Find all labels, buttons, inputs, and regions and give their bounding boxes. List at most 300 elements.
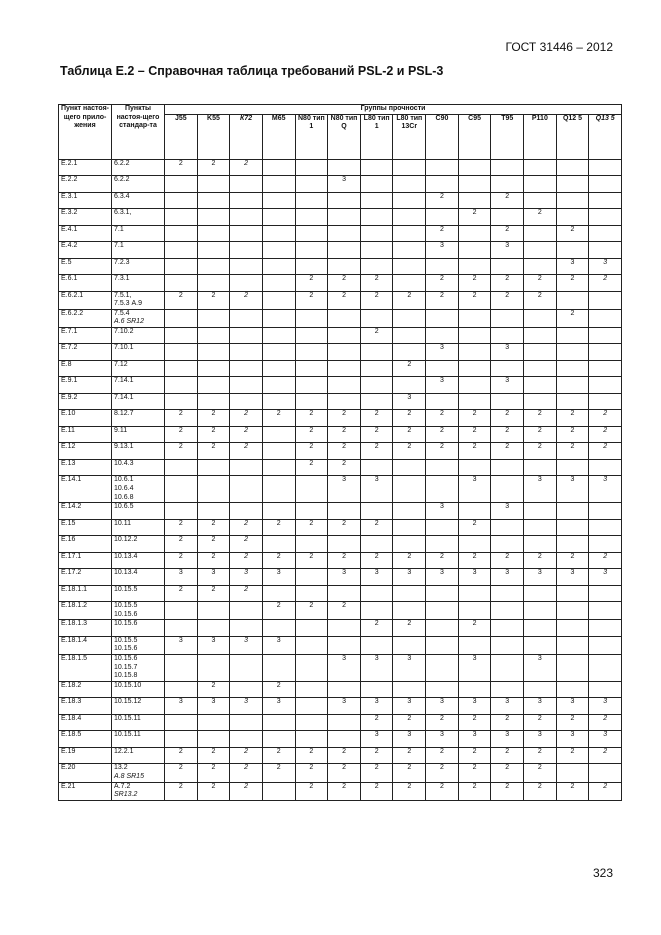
cell-std-ref [112,585,165,602]
cell-value [262,360,295,377]
cell-value [197,192,230,209]
cell-value [393,519,426,536]
cell-value [458,636,491,654]
cell-value [458,393,491,410]
cell-value [491,393,524,410]
cell-value: 3 [360,698,393,715]
cell-value: 2 [360,747,393,764]
cell-value [262,476,295,503]
cell-value [556,536,589,553]
cell-value: 3 [165,569,198,586]
cell-value [295,209,328,226]
cell-item: Е.18.4 [59,714,112,731]
cell-item: Е.2.1 [59,159,112,176]
cell-value [230,602,263,620]
cell-value: 2 [230,747,263,764]
cell-value [230,459,263,476]
cell-value [360,681,393,698]
cell-value: 2 [458,620,491,637]
cell-std-ref [112,459,165,476]
cell-value: 3 [491,569,524,586]
cell-value: 2 [295,782,328,800]
cell-item: Е.3.1 [59,192,112,209]
cell-value [230,275,263,292]
cell-value [426,655,459,682]
cell-value [295,655,328,682]
cell-value [589,225,622,242]
cell-value [295,503,328,520]
cell-item: Е.18.3 [59,698,112,715]
cell-value [262,327,295,344]
std-ref-line: 7.10.1 [114,344,134,352]
cell-value [197,275,230,292]
cell-value: 3 [426,377,459,394]
cell-std-ref [112,327,165,344]
table-row [59,503,622,520]
cell-value [360,159,393,176]
std-ref-line: A.6 SR12 [114,318,144,326]
cell-std-ref [112,681,165,698]
std-ref-line: 10.15.11 [114,714,141,722]
cell-value [328,377,361,394]
cell-value [295,698,328,715]
cell-value [458,536,491,553]
cell-value [556,681,589,698]
cell-value [262,258,295,275]
std-ref-line: 7.1 [114,225,124,233]
table-row [59,344,622,361]
cell-value: 2 [426,764,459,782]
cell-value [230,503,263,520]
cell-value: 2 [426,426,459,443]
cell-value: 2 [524,275,557,292]
col-header-grade: C90 [426,114,459,159]
cell-value [426,636,459,654]
cell-value: 2 [295,552,328,569]
cell-value [491,176,524,193]
cell-value: 3 [262,569,295,586]
cell-value [328,209,361,226]
cell-value: 2 [197,159,230,176]
cell-value [295,192,328,209]
cell-value: 2 [165,782,198,800]
cell-value [393,377,426,394]
cell-value [262,377,295,394]
cell-value [262,209,295,226]
col-header-grade: M65 [262,114,295,159]
cell-value: 2 [197,291,230,309]
cell-value [589,377,622,394]
cell-value: 2 [165,426,198,443]
cell-value [262,655,295,682]
cell-value: 2 [491,225,524,242]
cell-value [458,377,491,394]
cell-item: Е.9.1 [59,377,112,394]
table-row [59,585,622,602]
cell-value [556,620,589,637]
cell-item: Е.8 [59,360,112,377]
table-row [59,291,622,309]
std-ref-line: 10.6.4 [114,484,134,492]
cell-value: 3 [197,636,230,654]
cell-value [556,636,589,654]
cell-value [230,393,263,410]
cell-value [197,731,230,748]
cell-value [556,192,589,209]
cell-value [328,360,361,377]
cell-value: 3 [360,655,393,682]
cell-value [230,344,263,361]
cell-item: Е.5 [59,258,112,275]
cell-value: 2 [197,585,230,602]
cell-value: 2 [458,764,491,782]
cell-value [230,620,263,637]
cell-value: 3 [491,698,524,715]
cell-value [230,681,263,698]
cell-value [393,585,426,602]
table-row [59,225,622,242]
cell-value [165,655,198,682]
cell-value [426,585,459,602]
cell-value [426,602,459,620]
cell-value: 3 [328,569,361,586]
cell-value: 2 [165,552,198,569]
cell-value [165,209,198,226]
cell-value: 2 [524,291,557,309]
cell-value [230,225,263,242]
cell-value [360,503,393,520]
cell-value: 2 [393,360,426,377]
cell-value: 2 [328,426,361,443]
cell-value: 2 [589,443,622,460]
cell-value [328,503,361,520]
cell-value [589,291,622,309]
cell-value [589,360,622,377]
cell-value: 2 [393,782,426,800]
cell-value [393,159,426,176]
cell-value [197,176,230,193]
cell-value [360,393,393,410]
std-ref-line: 8.12.7 [114,410,134,418]
cell-value: 2 [426,410,459,427]
cell-value: 2 [458,410,491,427]
col-header-grade: L80 тип 1 [360,114,393,159]
cell-value [491,681,524,698]
cell-value: 3 [360,476,393,503]
cell-value [491,620,524,637]
cell-value: 2 [458,443,491,460]
cell-value: 2 [491,443,524,460]
cell-value: 3 [556,258,589,275]
cell-value: 2 [360,275,393,292]
cell-value [328,393,361,410]
cell-value: 2 [360,552,393,569]
table-row [59,410,622,427]
cell-value: 2 [393,291,426,309]
cell-value [491,309,524,327]
cell-value [524,393,557,410]
cell-value: 2 [230,426,263,443]
cell-value: 2 [491,426,524,443]
cell-value [262,159,295,176]
cell-value [491,159,524,176]
cell-item: Е.6.1 [59,275,112,292]
cell-value [328,681,361,698]
cell-value [524,360,557,377]
cell-value: 2 [165,410,198,427]
cell-value: 2 [295,459,328,476]
cell-value [393,258,426,275]
table-row [59,602,622,620]
cell-value [230,655,263,682]
cell-value [262,344,295,361]
cell-value: 2 [262,552,295,569]
cell-value: 2 [491,764,524,782]
cell-value [197,476,230,503]
cell-value [295,620,328,637]
std-ref-line: 10.15.5 [114,585,138,593]
std-ref-line: 7.3.1 [114,275,130,282]
cell-std-ref [112,731,165,748]
std-ref-line: 10.15.12 [114,698,142,706]
cell-value [458,602,491,620]
cell-value [458,344,491,361]
cell-value [165,344,198,361]
cell-value: 2 [197,681,230,698]
cell-value: 3 [589,569,622,586]
cell-value [556,503,589,520]
table-row [59,309,622,327]
cell-std-ref [112,747,165,764]
std-ref-line: 10.15.8 [114,672,138,680]
cell-value [197,209,230,226]
cell-value [295,360,328,377]
cell-value [230,327,263,344]
cell-value: 2 [491,410,524,427]
cell-value: 2 [524,782,557,800]
cell-value [589,159,622,176]
cell-value [328,620,361,637]
cell-value [393,176,426,193]
cell-value: 2 [556,443,589,460]
std-ref-line: 10.15.11 [114,731,141,739]
cell-value [524,636,557,654]
cell-value: 3 [426,503,459,520]
std-ref-line: 10.6.5 [114,503,134,511]
cell-value: 2 [458,782,491,800]
cell-value [360,242,393,259]
cell-value: 2 [393,443,426,460]
cell-item: Е.17.1 [59,552,112,569]
table-row [59,327,622,344]
cell-value: 2 [556,782,589,800]
cell-value [393,681,426,698]
cell-value [458,176,491,193]
cell-value: 2 [197,552,230,569]
std-ref-line: 10.15.6 [114,610,138,618]
cell-value: 2 [230,552,263,569]
cell-std-ref [112,225,165,242]
cell-value: 2 [426,747,459,764]
col-header-grade: К72 [230,114,263,159]
cell-value [360,176,393,193]
cell-value [262,176,295,193]
cell-item: Е.4.2 [59,242,112,259]
cell-value: 2 [197,764,230,782]
cell-value: 3 [197,698,230,715]
col-header-grade: N80 тип 1 [295,114,328,159]
cell-value: 2 [197,782,230,800]
cell-value [165,258,198,275]
std-ref-line: 7.5.1, [114,291,132,299]
cell-value: 2 [393,426,426,443]
cell-value [589,764,622,782]
cell-value: 2 [295,443,328,460]
std-ref-line: 12.2.1 [114,747,134,755]
cell-value: 3 [230,698,263,715]
cell-value [360,258,393,275]
cell-value [393,309,426,327]
cell-value [230,360,263,377]
cell-value [524,159,557,176]
cell-value [165,681,198,698]
table-row [59,377,622,394]
cell-value [295,393,328,410]
cell-value: 2 [426,443,459,460]
cell-value: 2 [197,410,230,427]
cell-value: 2 [556,309,589,327]
cell-item: Е.3.2 [59,209,112,226]
cell-value: 2 [491,747,524,764]
cell-value: 2 [197,747,230,764]
cell-item: Е.11 [59,426,112,443]
cell-value: 2 [360,327,393,344]
cell-value [589,242,622,259]
cell-std-ref [112,159,165,176]
cell-value [165,620,198,637]
cell-value [589,344,622,361]
cell-value [458,309,491,327]
std-ref-line: 10.15.7 [114,663,138,671]
cell-value [491,636,524,654]
cell-value: 3 [458,655,491,682]
cell-value: 3 [360,731,393,748]
col-header-grade: P110 [524,114,557,159]
col-header-item: Пункт настоя-щего прило-жения [59,105,112,160]
std-ref-line: 9.13.1 [114,443,134,451]
cell-std-ref [112,476,165,503]
col-header-grade: J55 [165,114,198,159]
cell-value: 3 [458,569,491,586]
cell-value [491,258,524,275]
cell-std-ref [112,344,165,361]
cell-value [524,519,557,536]
cell-item: Е.7.1 [59,327,112,344]
cell-value [197,258,230,275]
cell-value [328,536,361,553]
cell-value [556,209,589,226]
cell-value [393,209,426,226]
cell-value [426,209,459,226]
cell-value [328,309,361,327]
cell-value: 2 [589,275,622,292]
cell-value [230,714,263,731]
cell-std-ref [112,443,165,460]
table-row [59,620,622,637]
cell-item: Е.18.5 [59,731,112,748]
cell-value: 2 [295,519,328,536]
cell-value: 2 [295,275,328,292]
cell-value: 2 [328,764,361,782]
cell-value [295,159,328,176]
cell-value: 2 [393,620,426,637]
cell-value: 2 [328,443,361,460]
cell-value [458,225,491,242]
std-ref-line: 10.6.1 [114,476,134,484]
cell-value: 2 [230,410,263,427]
cell-value [360,192,393,209]
cell-value: 2 [165,764,198,782]
cell-value [458,192,491,209]
cell-value [230,209,263,226]
cell-value: 3 [524,476,557,503]
cell-std-ref [112,519,165,536]
cell-value [328,731,361,748]
cell-value: 2 [360,782,393,800]
table-row [59,681,622,698]
cell-item: Е.20 [59,764,112,782]
cell-value: 2 [295,410,328,427]
cell-value [360,377,393,394]
reference-table [58,104,622,801]
cell-value [524,344,557,361]
cell-value [393,275,426,292]
cell-item: Е.18.1.3 [59,620,112,637]
std-ref-line: 10.6.8 [114,493,134,501]
cell-value [262,620,295,637]
cell-value [262,536,295,553]
cell-value: 2 [393,410,426,427]
cell-value [393,602,426,620]
cell-value: 2 [360,291,393,309]
cell-value [556,655,589,682]
cell-value [328,192,361,209]
cell-item: Е.9.2 [59,393,112,410]
std-ref-line: 10.13.4 [114,569,138,577]
cell-value: 2 [230,585,263,602]
cell-value: 3 [524,698,557,715]
cell-value: 2 [165,747,198,764]
std-ref-line: 9.11 [114,426,128,434]
cell-value [524,585,557,602]
cell-value: 2 [197,536,230,553]
cell-value: 2 [360,764,393,782]
cell-value: 2 [589,747,622,764]
cell-value [426,620,459,637]
cell-value [393,327,426,344]
cell-item: Е.14.1 [59,476,112,503]
cell-value [295,681,328,698]
std-ref-line: 7.10.2 [114,327,134,335]
cell-value: 2 [458,747,491,764]
cell-item: Е.21 [59,782,112,800]
std-ref-line: A.8 SR15 [114,772,144,780]
cell-value: 2 [426,275,459,292]
cell-std-ref [112,242,165,259]
cell-value: 2 [458,552,491,569]
std-ref-line: 6.2.2 [114,159,130,167]
cell-std-ref [112,377,165,394]
